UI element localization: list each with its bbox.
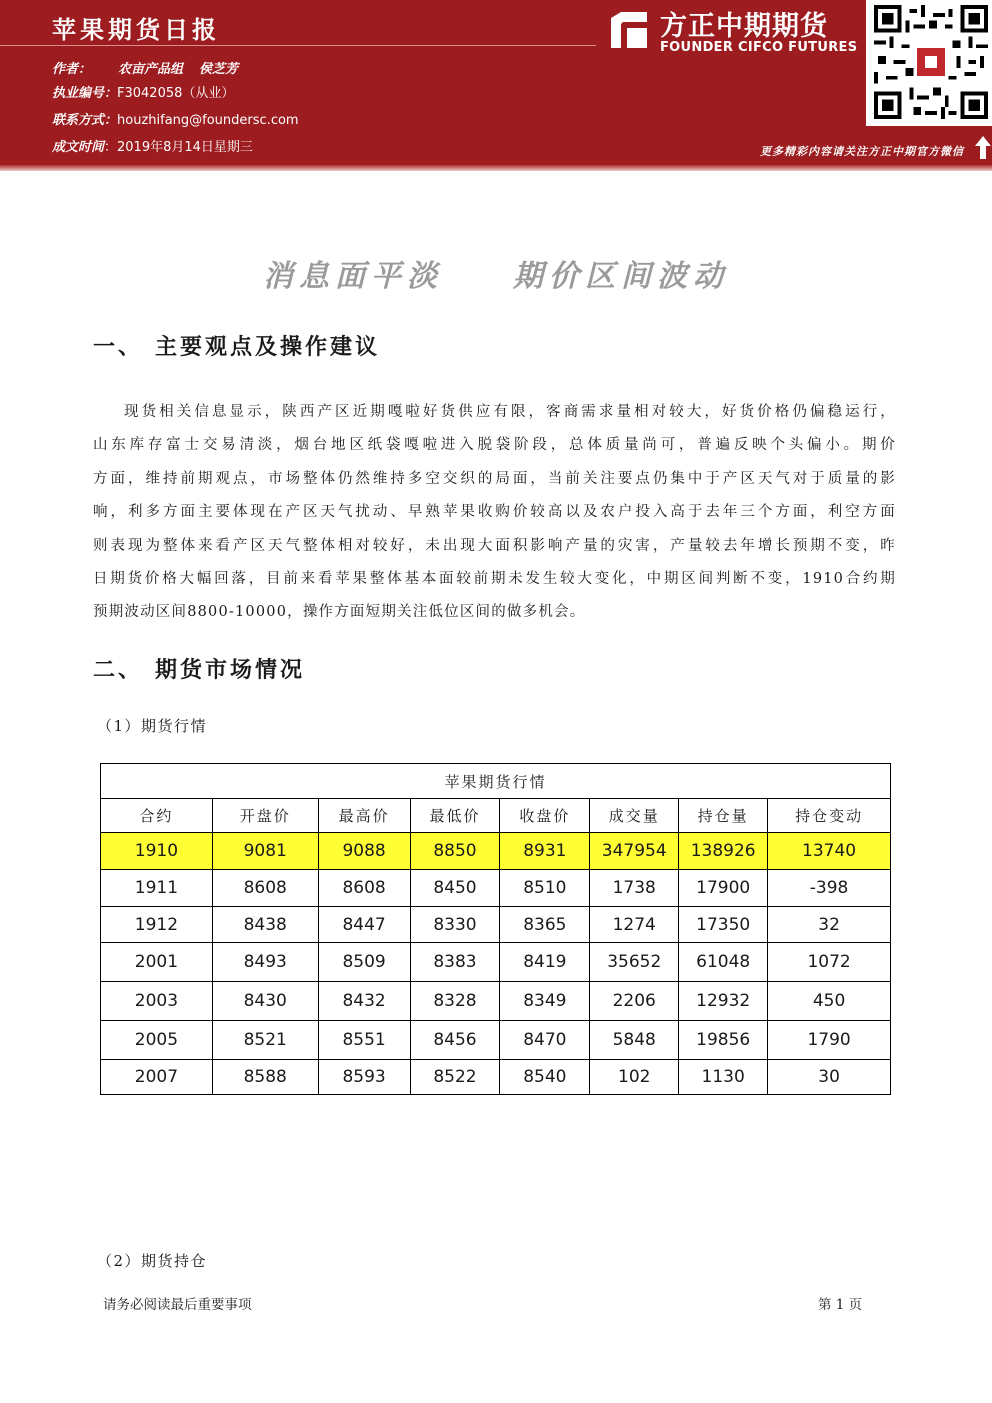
column-header: 成交量 (590, 799, 679, 833)
table-cell: 35652 (590, 943, 679, 982)
table-cell: 17350 (679, 907, 768, 943)
table-cell: 1911 (101, 870, 213, 907)
table-cell: 8432 (318, 982, 410, 1021)
subheading-futures-quotes: （1）期货行情 (97, 717, 208, 735)
report-title: 苹果期货日报 (52, 15, 220, 44)
table-header-row (101, 799, 891, 833)
contact-line (52, 109, 299, 128)
table-cell: 8430 (212, 982, 318, 1021)
follow-notice: 更多精彩内容请关注方正中期官方微信 (760, 145, 964, 158)
author-label: 作者： (52, 62, 92, 77)
futures-quotes-table (100, 763, 891, 1095)
table-row-highlighted (101, 833, 891, 870)
section-number: 二、 (93, 657, 144, 683)
column-header: 收盘价 (500, 799, 590, 833)
table-title: 苹果期货行情 (101, 764, 891, 799)
qr-code-icon (874, 5, 988, 119)
table-cell: 138926 (679, 833, 768, 870)
section-title: 期货市场情况 (155, 657, 306, 683)
table-cell: 8383 (410, 943, 500, 982)
table-row (101, 982, 891, 1021)
page-number: 第 1 页 (818, 1297, 863, 1313)
section-number: 一、 (93, 334, 144, 360)
header-bottom-shadow (0, 165, 992, 171)
table-cell: 8447 (318, 907, 410, 943)
table-cell: 8330 (410, 907, 500, 943)
table-row (101, 907, 891, 943)
table-row (101, 1021, 891, 1060)
document-title (0, 251, 992, 295)
section-title: 主要观点及操作建议 (155, 334, 381, 360)
table-cell: 2005 (101, 1021, 213, 1060)
table-cell: 1130 (679, 1060, 768, 1095)
table-cell: 9081 (212, 833, 318, 870)
table-title-row (101, 764, 891, 799)
table-cell: 17900 (679, 870, 768, 907)
table-cell: 2007 (101, 1060, 213, 1095)
author-line (52, 58, 238, 77)
title-part-left: 消息面平淡 (263, 259, 443, 294)
table-cell: 8931 (500, 833, 590, 870)
table-cell: 8419 (500, 943, 590, 982)
column-header: 最低价 (410, 799, 500, 833)
date-label: 成文时间 (52, 140, 105, 155)
table-cell: 8551 (318, 1021, 410, 1060)
paragraph-line: 则表现为整体来看产区天气整体相对较好，未出现大面积影响产量的灾害，产量较去年增长预期不变，昨 (93, 537, 896, 554)
column-header: 持仓变动 (768, 799, 891, 833)
column-header: 持仓量 (679, 799, 768, 833)
table-cell: 8509 (318, 943, 410, 982)
table-cell: 12932 (679, 982, 768, 1021)
table-cell: 8349 (500, 982, 590, 1021)
table-cell: 32 (768, 907, 891, 943)
footer-notice: 请务必阅读最后重要事项 (103, 1297, 252, 1313)
logo-name-en: FOUNDER CIFCO FUTURES (660, 40, 858, 55)
table-row (101, 943, 891, 982)
founder-logo-icon (607, 8, 651, 52)
paragraph-line: 现货相关信息显示，陕西产区近期嘎啦好货供应有限，客商需求量相对较大，好货价格仍偏稳运行， (124, 404, 896, 420)
table-cell: 8470 (500, 1021, 590, 1060)
table-cell: 2001 (101, 943, 213, 982)
license-value: F3042058（从业） (117, 86, 235, 101)
logo-name-cn: 方正中期期货 (660, 11, 828, 42)
table-cell: 19856 (679, 1021, 768, 1060)
column-header: 开盘价 (212, 799, 318, 833)
table-cell: 8608 (318, 870, 410, 907)
author-group: 农亩产品组 (118, 62, 184, 77)
table-cell: 8456 (410, 1021, 500, 1060)
table-cell: 8438 (212, 907, 318, 943)
header-band (0, 0, 992, 165)
table-cell: 8365 (500, 907, 590, 943)
paragraph-line: 响，利多方面主要体现在产区天气扰动、早熟苹果收购价较高以及农户投入高于去年三个方面，利空方面 (93, 504, 896, 521)
table-cell: 8593 (318, 1060, 410, 1095)
table-row (101, 1060, 891, 1095)
qr-code (866, 0, 992, 126)
table-cell: 102 (590, 1060, 679, 1095)
section-heading-2 (93, 653, 305, 684)
table-cell: 1910 (101, 833, 213, 870)
table-cell: 8510 (500, 870, 590, 907)
table-cell: 30 (768, 1060, 891, 1095)
table-row (101, 870, 891, 907)
arrow-up-icon (974, 134, 992, 160)
table-cell: 8521 (212, 1021, 318, 1060)
column-header: 最高价 (318, 799, 410, 833)
author-name: 侯芝芳 (199, 62, 239, 77)
table-cell: 1072 (768, 943, 891, 982)
paragraph-line: 预期波动区间8800-10000，操作方面短期关注低位区间的做多机会。 (93, 604, 586, 621)
date-line (52, 136, 253, 155)
table-cell: 5848 (590, 1021, 679, 1060)
table-cell: 8493 (212, 943, 318, 982)
license-line (52, 82, 234, 101)
table-cell: 9088 (318, 833, 410, 870)
table-cell: 61048 (679, 943, 768, 982)
contact-email[interactable]: houzhifang@foundersc.com (117, 113, 299, 128)
table-cell: 8540 (500, 1060, 590, 1095)
section-heading-1 (93, 330, 380, 361)
table-cell: 1274 (590, 907, 679, 943)
table-cell: 347954 (590, 833, 679, 870)
table-cell: 1790 (768, 1021, 891, 1060)
title-part-right: 期价区间波动 (513, 259, 729, 294)
subheading-futures-positions: （2）期货持仓 (97, 1252, 208, 1270)
paragraph-line: 方面，维持前期观点，市场整体仍然维持多空交织的局面，当前关注要点仍集中于产区天气对于质量的影 (93, 470, 896, 487)
contact-label: 联系方式： (52, 113, 118, 128)
table-cell: -398 (768, 870, 891, 907)
table-cell: 1912 (101, 907, 213, 943)
table-cell: 1738 (590, 870, 679, 907)
paragraph-line: 日期货价格大幅回落，目前来看苹果整体基本面较前期未发生较大变化，中期区间判断不变，1910合约期 (93, 571, 896, 588)
table-cell: 8588 (212, 1060, 318, 1095)
paragraph-line: 山东库存富士交易清淡，烟台地区纸袋嘎啦进入脱袋阶段，总体质量尚可，普遍反映个头偏小。期价 (93, 437, 896, 454)
main-viewpoint-paragraph (93, 396, 896, 630)
date-value: ：2019年8月14日星期三 (104, 140, 253, 155)
table-cell: 450 (768, 982, 891, 1021)
table-cell: 13740 (768, 833, 891, 870)
table-cell: 2206 (590, 982, 679, 1021)
table-cell: 8608 (212, 870, 318, 907)
license-label: 执业编号： (52, 86, 118, 101)
column-header: 合约 (101, 799, 213, 833)
table-cell: 8328 (410, 982, 500, 1021)
table-cell: 8850 (410, 833, 500, 870)
table-cell: 8522 (410, 1060, 500, 1095)
table-cell: 2003 (101, 982, 213, 1021)
table-cell: 8450 (410, 870, 500, 907)
